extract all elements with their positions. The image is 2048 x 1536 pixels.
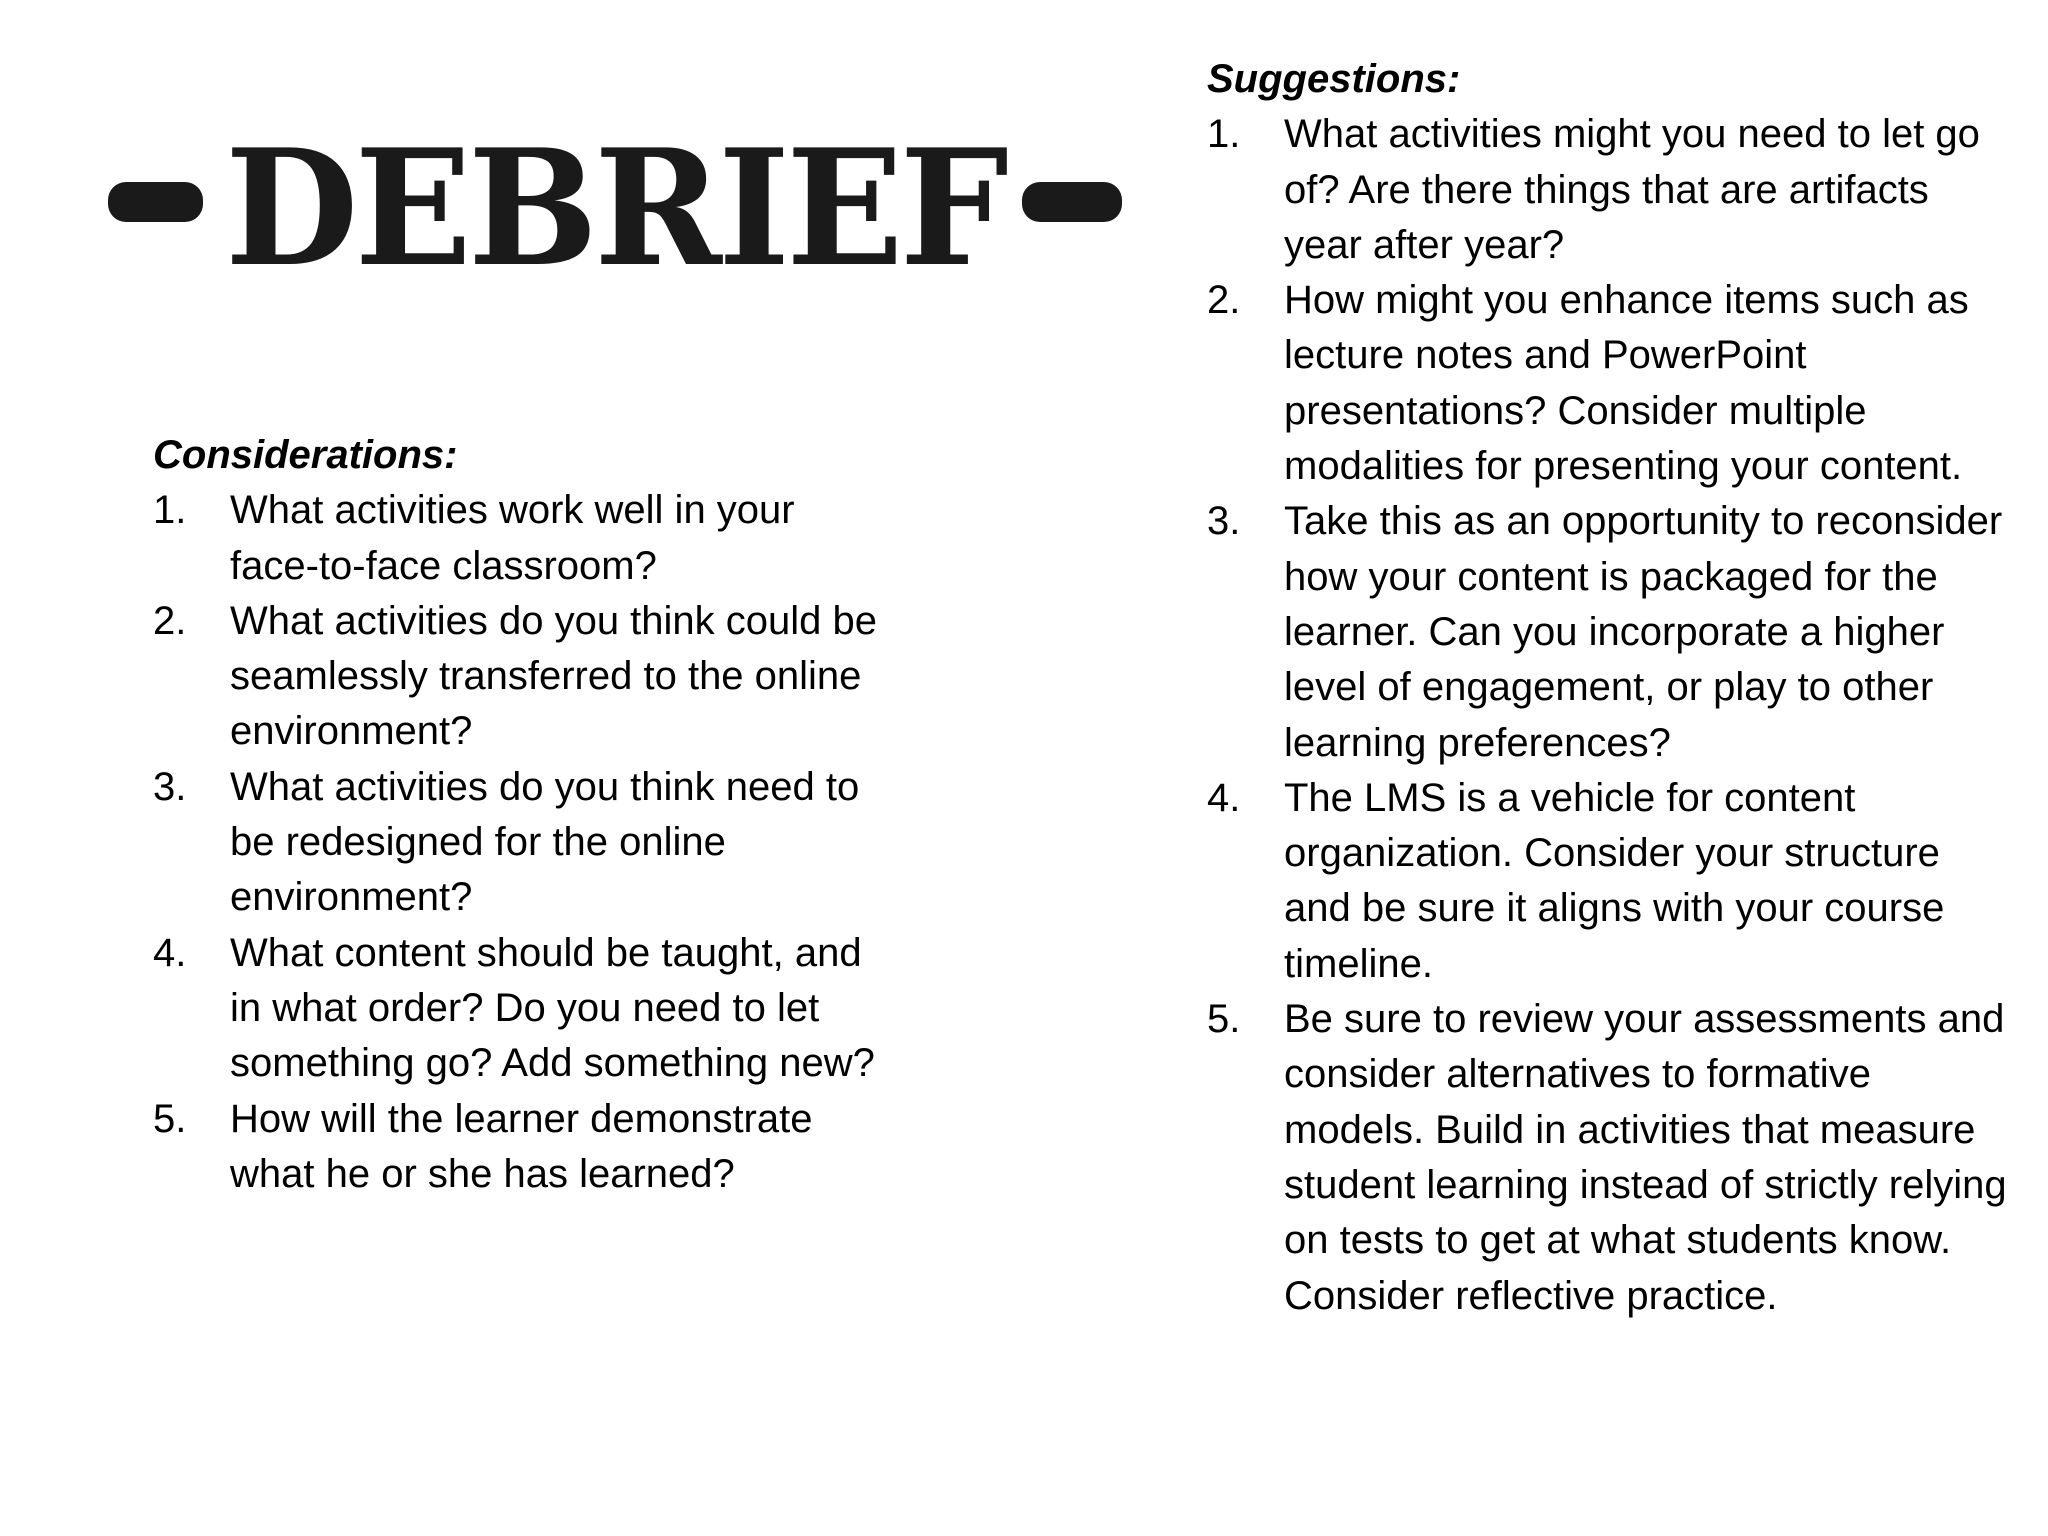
debrief-logo	[100, 112, 1130, 302]
item-text: How will the learner demonstrate what he or she has learned?	[230, 1096, 813, 1196]
list-item	[1207, 992, 2007, 1324]
item-text: Take this as an opportunity to reconsider how your content is packaged for the learner. Can you incorporate a higher level of engagement, or play to other learning preferences?	[1284, 499, 2003, 765]
item-number: 4.	[1207, 775, 1241, 820]
item-text: What activities do you think need to be redesigned for the online environment?	[230, 764, 860, 920]
considerations-section	[153, 428, 893, 1202]
debrief-logo-graphic	[100, 112, 1130, 302]
item-number: 2.	[1207, 278, 1241, 323]
logo-right-dash	[1022, 182, 1122, 222]
item-number: 1.	[153, 488, 187, 533]
item-text: How might you enhance items such as lecture notes and PowerPoint presentations? Consider multiple modalities for presenting your content.	[1284, 278, 1969, 489]
list-item	[153, 926, 893, 1092]
suggestions-section	[1207, 52, 2007, 1324]
logo-word: DEBRIEF	[225, 114, 1008, 302]
list-item	[153, 483, 893, 594]
list-item	[153, 1092, 893, 1203]
suggestions-heading: Suggestions:	[1207, 57, 1461, 101]
considerations-list	[153, 483, 893, 1202]
item-number: 5.	[1207, 997, 1241, 1042]
suggestions-list	[1207, 107, 2007, 1324]
list-item	[153, 760, 893, 926]
item-text: What activities might you need to let go of? Are there things that are artifacts year after year?	[1284, 112, 1980, 267]
considerations-heading: Considerations:	[153, 433, 458, 477]
item-text: What activities do you think could be seamlessly transferred to the online environment?	[230, 598, 878, 754]
list-item	[1207, 107, 2007, 273]
item-text: Be sure to review your assessments and consider alternatives to formative models. Build in activities that measure student learning instead of strictly relying on tests to get at what students know. Consider reflective practice.	[1284, 997, 2007, 1318]
logo-left-dash	[108, 182, 203, 222]
item-number: 4.	[153, 930, 187, 975]
item-number: 2.	[153, 598, 187, 643]
item-text: The LMS is a vehicle for content organization. Consider your structure and be sure it aligns with your course timeline.	[1284, 775, 1945, 986]
list-item	[153, 594, 893, 760]
item-text: What content should be taught, and in what order? Do you need to let something go? Add something new?	[230, 930, 875, 1086]
item-text: What activities work well in your face-to-face classroom?	[230, 488, 795, 588]
item-number: 1.	[1207, 112, 1241, 157]
item-number: 3.	[1207, 499, 1241, 544]
list-item	[1207, 273, 2007, 494]
list-item	[1207, 771, 2007, 992]
item-number: 5.	[153, 1096, 187, 1141]
list-item	[1207, 494, 2007, 770]
item-number: 3.	[153, 764, 187, 809]
